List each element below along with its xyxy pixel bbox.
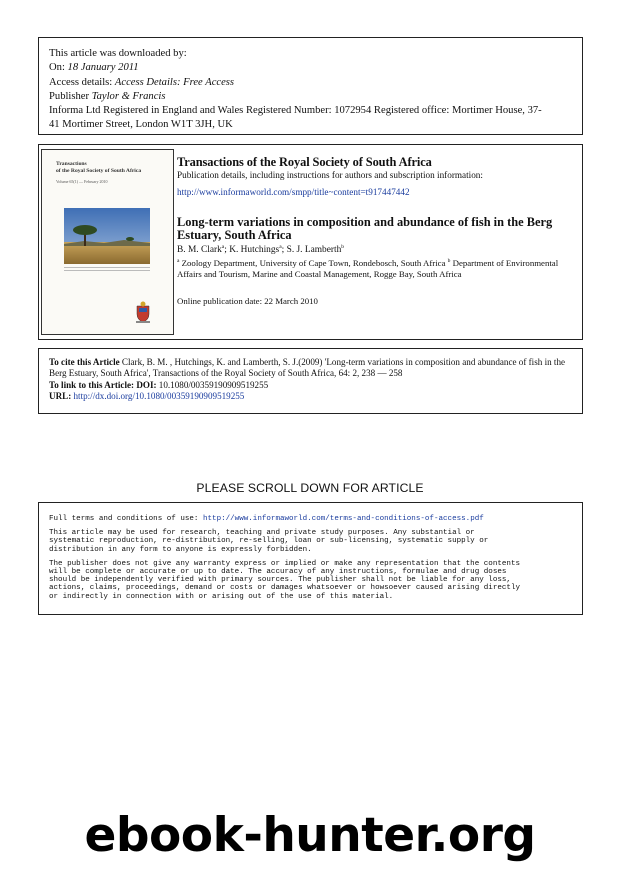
terms-conditions-link[interactable]: http://www.informaworld.com/terms-and-conditions-of-access.pdf xyxy=(202,515,484,523)
download-details-box xyxy=(38,37,583,135)
informa-registration-line-1: Informa Ltd Registered in England and Wales Registered Number: 1072954 Registered office: Mortimer House, 37- xyxy=(49,105,542,117)
journal-info-box xyxy=(38,144,583,340)
cover-caption-rule xyxy=(64,267,150,271)
citation-box xyxy=(38,348,583,414)
doi-url-link[interactable]: http://dx.doi.org/10.1080/00359190909519255 xyxy=(71,391,245,402)
terms-link-line: Full terms and conditions of use: http://www.informaworld.com/terms-and-conditions-of-access.pdf xyxy=(49,515,484,523)
doi-line: To link to this Article: DOI: 10.1080/00359190909519255 xyxy=(49,379,269,390)
cite-this-article: To cite this Article Clark, B. M. , Hutchings, K. and Lamberth, S. J.(2009) 'Long-term variations in composition and abundance of fish in the Berg Estuary, South Africa', Transactions of the Royal Society of South Africa, 64: 2, 238 — 258 xyxy=(49,357,566,379)
royal-society-crest-icon xyxy=(134,300,152,324)
terms-box xyxy=(38,502,583,615)
cover-landscape-photo xyxy=(64,208,150,264)
download-date-line: On: 18 January 2011 xyxy=(49,62,139,74)
informa-registration-line-2: 41 Mortimer Street, London W1T 3JH, UK xyxy=(49,119,233,131)
downloaded-by-line: This article was downloaded by: xyxy=(49,48,187,59)
terms-usage-paragraph: This article may be used for research, teaching and private study purposes. Any substantial or systematic reproduction, re-distribution, re-selling, loan or sub-licensing, systematic supply or distribution in any form to anyone is expressly forbidden. xyxy=(49,529,489,554)
access-details: Access Details: Free Access xyxy=(114,76,235,88)
cover-title: Transactions of the Royal Society of South Africa xyxy=(56,161,142,174)
journal-url-link[interactable]: http://www.informaworld.com/smpp/title~content=t917447442 xyxy=(177,186,410,197)
doi-value: 10.1080/00359190909519255 xyxy=(156,379,269,390)
publication-details: Publication details, including instructions for authors and subscription information: xyxy=(177,170,483,180)
cover-volume: Volume 65(1) — February 2010 xyxy=(56,179,108,184)
journal-info-text xyxy=(177,155,577,306)
publisher-line: Publisher Taylor & Francis xyxy=(49,90,166,102)
terms-disclaimer-paragraph: The publisher does not give any warranty express or implied or make any representation that the contents will be complete or accurate or up to date. The accuracy of any instructions, formulae and drug doses should be independently verified with primary sources. The publisher shall not be liable for any loss, actions, claims, proceedings, demand or costs or damages whatsoever or howsoever caused arising directly or indirectly in connection with or arising out of the use of this material. xyxy=(49,559,521,601)
watermark-text: ebook-hunter.org xyxy=(84,808,536,863)
url-line: URL: http://dx.doi.org/10.1080/00359190909519255 xyxy=(49,391,245,402)
journal-title: Transactions of the Royal Society of South Africa xyxy=(177,155,432,169)
access-details-line: Access details: Access Details: Free Access xyxy=(49,76,235,88)
download-date: 18 January 2011 xyxy=(67,62,139,74)
online-publication-date: Online publication date: 22 March 2010 xyxy=(177,296,318,307)
scroll-down-notice: PLEASE SCROLL DOWN FOR ARTICLE xyxy=(196,481,424,495)
journal-cover-image xyxy=(41,149,174,335)
author-affiliations: $^a$ Zoology Department, University of Cape Town, Rondebosch, South Africa $^b$ Department of Environmental Affairs and Tourism, Marine and Coastal Management, Rogge Bay, South Africa xyxy=(177,257,559,279)
article-title: Long-term variations in composition and abundance of fish in the Berg Estuary, South Africa xyxy=(177,214,553,242)
article-authors: B. M. Clark$^a$; K. Hutchings$^a$; S. J. Lamberth$^b$ xyxy=(177,243,345,255)
publisher-name: Taylor & Francis xyxy=(91,90,166,102)
